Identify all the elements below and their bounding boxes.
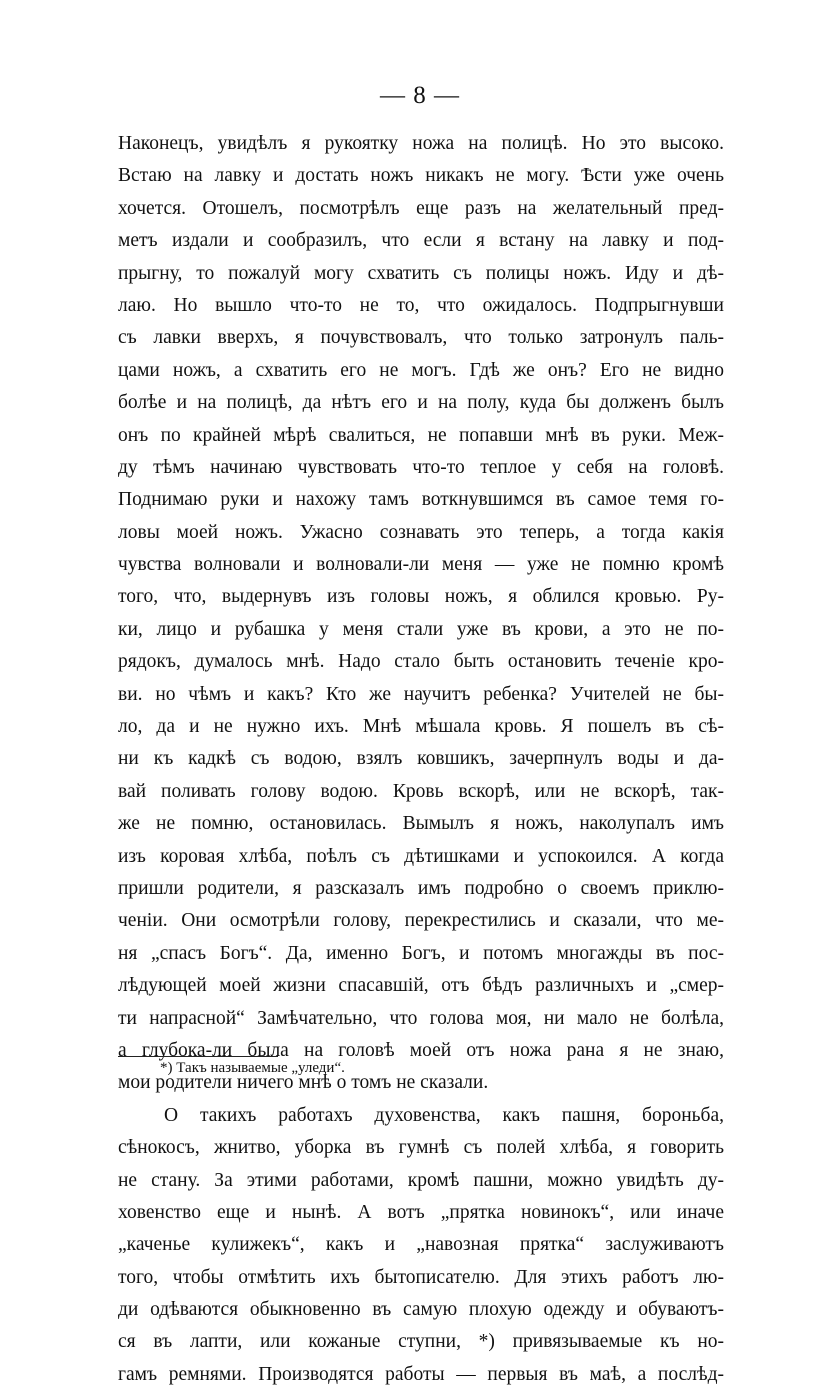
- text-line: цами ножъ, а схватить его не могъ. Гдѣ же онъ? Его не видно: [118, 359, 724, 381]
- text-line: сѣнокосъ, жнитво, уборка въ гумнѣ съ полей хлѣба, я говорить: [118, 1137, 724, 1159]
- text-line: Наконецъ, увидѣлъ я рукоятку ножа на полицѣ. Но это высоко.: [118, 133, 724, 154]
- text-line: онъ по крайней мѣрѣ свалиться, не попавши мнѣ въ руки. Меж-: [118, 424, 724, 446]
- text-line: ви. но чѣмъ и какъ? Кто же научитъ ребенка? Учителей не бы-: [118, 683, 724, 705]
- text-line: лѣдующей моей жизни спасавшій, отъ бѣдъ различныхъ и „смер-: [118, 975, 724, 997]
- text-line: того, что, выдернувъ изъ головы ножъ, я облился кровью. Ру-: [118, 586, 724, 608]
- text-line: Поднимаю руки и нахожу тамъ воткнувшимся въ самое темя го-: [118, 489, 724, 511]
- text-line: ся въ лапти, или кожаные ступни, *) привязываемые къ но-: [118, 1331, 724, 1353]
- text-line: „каченье кулижекъ“, какъ и „навозная прятка“ заслуживаютъ: [118, 1234, 724, 1256]
- page-number: — 8 —: [380, 82, 460, 109]
- text-line: ки, лицо и рубашка у меня стали уже въ крови, а это не по-: [118, 618, 724, 640]
- text-line: Встаю на лавку и достать ножъ никакъ не могу. Ѣсти уже очень: [118, 165, 724, 187]
- text-line: ховенство еще и нынѣ. А вотъ „прятка новинокъ“, или иначе: [118, 1201, 724, 1223]
- text-line: же не помню, остановилась. Вымылъ я ножъ, наколупалъ имъ: [118, 813, 724, 835]
- text-line: изъ коровая хлѣба, поѣлъ съ дѣтишками и успокоился. А когда: [118, 845, 724, 867]
- text-line: ду тѣмъ начинаю чувствовать что-то теплое у себя на головѣ.: [118, 456, 724, 478]
- text-line: ловы моей ножъ. Ужасно сознавать это теперь, а тогда какія: [118, 521, 724, 543]
- text-line: ти напрасной“ Замѣчательно, что голова моя, ни мало не болѣла,: [118, 1007, 724, 1029]
- text-line: гамъ ремнями. Производятся работы — первыя въ маѣ, а послѣд-: [118, 1363, 724, 1385]
- text-line: прыгну, то пожалуй могу схватить съ полицы ножъ. Иду и дѣ-: [118, 262, 724, 284]
- text-line: метъ издали и сообразилъ, что если я встану на лавку и под-: [118, 230, 724, 252]
- text-line: того, чтобы отмѣтить ихъ бытописателю. Для этихъ работъ лю-: [118, 1266, 724, 1288]
- text-line: ло, да и не нужно ихъ. Мнѣ мѣшала кровь. Я пошелъ въ сѣ-: [118, 716, 724, 738]
- text-line: хочется. Отошелъ, посмотрѣлъ еще разъ на желательный пред-: [118, 197, 724, 219]
- text-line: пришли родители, я разсказалъ имъ подробно о своемъ приклю-: [118, 877, 724, 899]
- text-line: вай поливать голову водою. Кровь вскорѣ, или не вскорѣ, так-: [118, 780, 724, 802]
- text-line: рядокъ, думалось мнѣ. Надо стало быть остановить теченіе кро-: [118, 651, 724, 673]
- paragraph-start-line: О такихъ работахъ духовенства, какъ пашня, бороньба,: [164, 1104, 724, 1126]
- text-line: не стану. За этими работами, кромѣ пашни, можно увидѣть ду-: [118, 1169, 724, 1191]
- text-line: болѣе и на полицѣ, да нѣтъ его и на полу, куда бы долженъ былъ: [118, 392, 724, 414]
- text-line: чувства волновали и волновали-ли меня — уже не помню кромѣ: [118, 554, 724, 576]
- text-line: а глубока-ли была на головѣ моей отъ ножа рана я не знаю,: [118, 1039, 724, 1061]
- paragraph-end-line: мои родители ничего мнѣ о томъ не сказали.: [118, 1072, 489, 1094]
- text-line: съ лавки вверхъ, я почувствовалъ, что только затронулъ паль-: [118, 327, 724, 349]
- body-text: [118, 128, 724, 1391]
- footnote: *) Такъ называемые „уледи“.: [160, 1060, 345, 1076]
- text-line: ни къ кадкѣ съ водою, взялъ ковшикъ, зачерпнулъ воды и да-: [118, 748, 724, 770]
- text-line: ченіи. Они осмотрѣли голову, перекрестились и сказали, что ме-: [118, 910, 724, 932]
- text-line: лаю. Но вышло что-то не то, что ожидалось. Подпрыгнувши: [118, 294, 724, 316]
- text-line: ди одѣваются обыкновенно въ самую плохую одежду и обуваютъ-: [118, 1299, 724, 1321]
- text-line: ня „спасъ Богъ“. Да, именно Богъ, и потомъ многажды въ пос-: [118, 942, 724, 964]
